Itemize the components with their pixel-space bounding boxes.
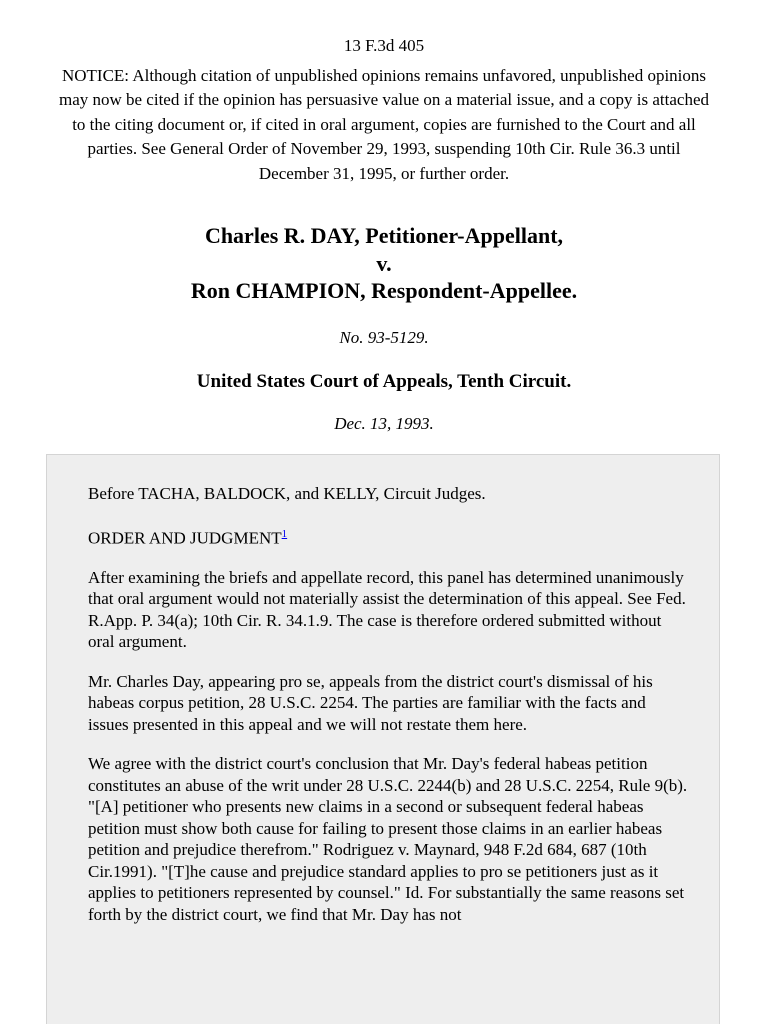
- appellant-name: Charles R. DAY, Petitioner-Appellant,: [204, 223, 564, 248]
- opinion-paragraph: After examining the briefs and appellate record, this panel has determined unanimously that oral argument would not materially assist the determination of this appeal. See Fed. R.App. P. 34(a); 10th Cir. R. 34.1.9. The case is therefore ordered submitted without oral argument.: [88, 567, 686, 652]
- order-heading: [88, 523, 688, 549]
- case-caption: [0, 222, 768, 305]
- order-heading-text: ORDER AND JUDGMENT: [88, 528, 282, 548]
- opinion-panel: [46, 454, 720, 1024]
- unpublished-notice: NOTICE: Although citation of unpublished opinions remains unfavored, unpublished opinions may now be cited if the opinion has persuasive value on a material issue, and a copy is attached to the citing document or, if cited in oral argument, copies are furnished to the Court and all parties. See General Order of November 29, 1993, suspending 10th Cir. Rule 36.3 until December 31, 1995, or further order.: [58, 66, 710, 183]
- court-name: United States Court of Appeals, Tenth Circuit.: [196, 371, 572, 392]
- versus-label: v.: [376, 250, 392, 276]
- footnote-link[interactable]: 1: [281, 527, 288, 540]
- docket-number: No. 93-5129.: [339, 328, 429, 347]
- appellee-name: Ron CHAMPION, Respondent-Appellee.: [190, 278, 578, 303]
- opinion-paragraph: We agree with the district court's conclusion that Mr. Day's federal habeas petition constitutes an abuse of the writ under 28 U.S.C. 2244(b) and 28 U.S.C. 2254, Rule 9(b). "[A] petitioner who presents new claims in a second or subsequent federal habeas petition must show both cause for failing to present those claims in an earlier habeas petition and prejudice therefrom." Rodriguez v. Maynard, 948 F.2d 684, 687 (10th Cir.1991). "[T]he cause and prejudice standard applies to pro se petitioners just as it applies to petitioners represented by counsel." Id. For substantially the same reasons set forth by the district court, we find that Mr. Day has not: [88, 754, 688, 924]
- panel-judges: Before TACHA, BALDOCK, and KELLY, Circuit Judges.: [88, 484, 486, 503]
- case-citation: 13 F.3d 405: [343, 36, 425, 55]
- footnote-marker: [282, 525, 288, 541]
- decision-date: Dec. 13, 1993.: [334, 414, 434, 433]
- opinion-paragraph: Mr. Charles Day, appearing pro se, appeals from the district court's dismissal of his habeas corpus petition, 28 U.S.C. 2254. The parties are familiar with the facts and issues presented in this appeal and we will not restate them here.: [88, 671, 653, 734]
- opinion-body: [88, 483, 688, 943]
